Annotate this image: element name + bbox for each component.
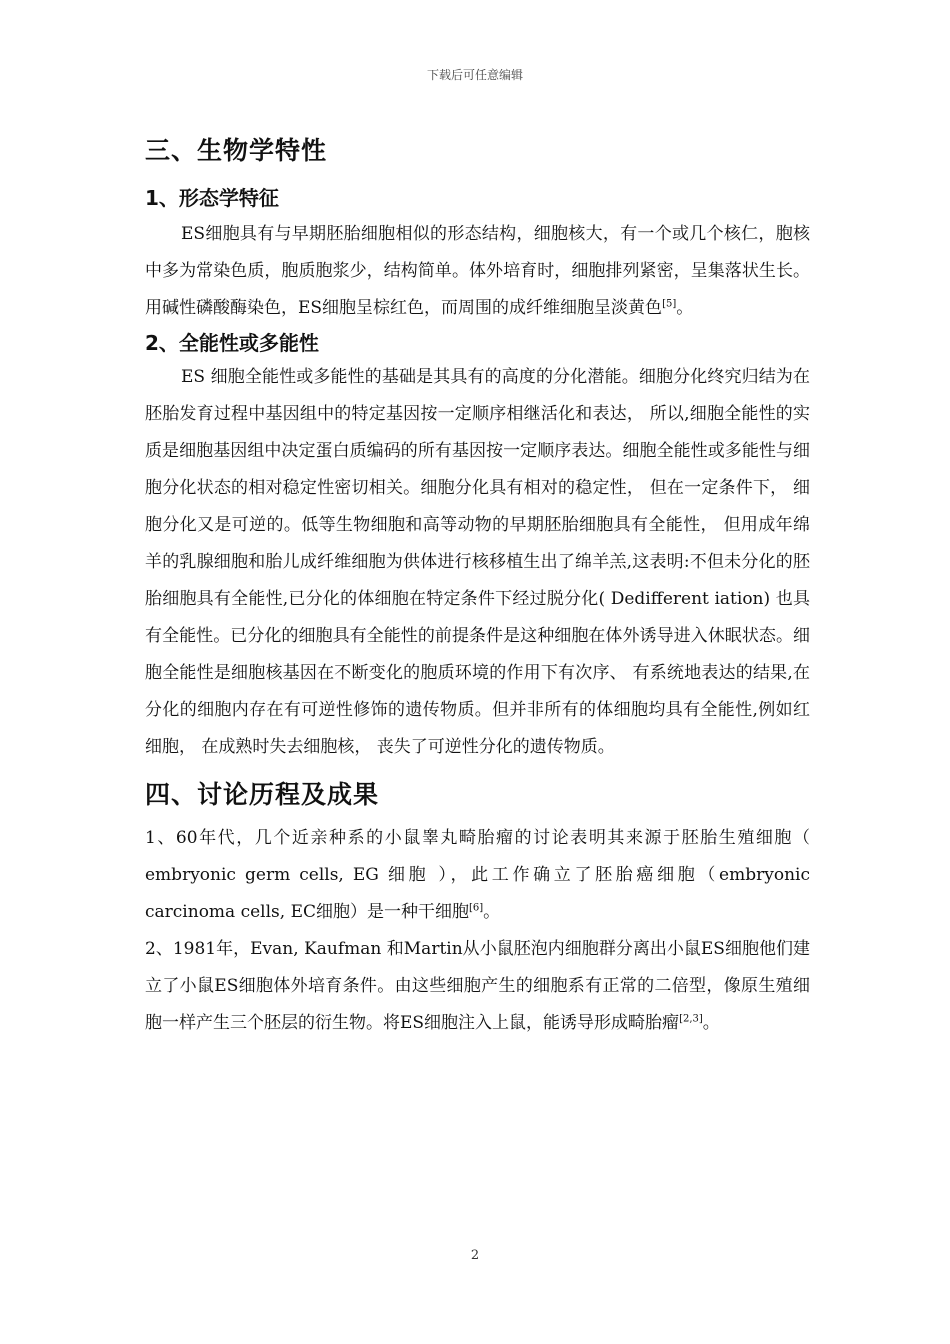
citation-ref: [5] — [662, 298, 677, 310]
page-number: 2 — [470, 1248, 480, 1263]
paragraph-end: 。 — [702, 1013, 720, 1033]
page-content — [145, 130, 810, 1042]
section-3-heading: 三、生物学特性 — [145, 136, 328, 165]
paragraph-history-2-text: 2、1981年，Evan, Kaufman 和Martin从小鼠胚泡内细胞群分离出小鼠ES细胞他们建立了小鼠ES细胞体外培育条件。由这些细胞产生的细胞系有正常的二倍型，像原生殖细胞一样产生三个胚层的衍生物。将ES细胞注入上鼠，能诱导形成畸胎瘤 — [145, 939, 810, 1033]
paragraph-history-2 — [145, 931, 810, 1042]
subsection-3-1-heading: 1、形态学特征 — [145, 186, 279, 210]
section-4-heading: 四、讨论历程及成果 — [145, 780, 380, 809]
paragraph-morphology-text: ES细胞具有与早期胚胎细胞相似的形态结构，细胞核大，有一个或几个核仁，胞核中多为常染色质，胞质胞浆少，结构简单。体外培育时，细胞排列紧密，呈集落状生长。用碱性磷酸酶染色，ES细胞呈棕红色，而周围的成纤维细胞呈淡黄色 — [145, 224, 810, 318]
paragraph-history-1-text: 1、60年代，几个近亲种系的小鼠睾丸畸胎瘤的讨论表明其来源于胚胎生殖细胞（ embryonic germ cells, EG 细胞 ），此工作确立了胚胎癌细胞（embryonic carcinoma cells, EC细胞）是一种干细胞 — [145, 828, 810, 922]
page-header: 下载后可任意编辑 — [426, 68, 523, 82]
subsection-3-2-heading: 2、全能性或多能性 — [145, 331, 319, 355]
paragraph-totipotency: ES 细胞全能性或多能性的基础是其具有的高度的分化潜能。细胞分化终究归结为在胚胎发育过程中基因组中的特定基因按一定顺序相继活化和表达， 所以,细胞全能性的实质是细胞基因组中决定蛋白质编码的所有基因按一定顺序表达。细胞全能性或多能性与细胞分化状态的相对稳定性密切相关。细胞分化具有相对的稳定性， 但在一定条件下， 细胞分化又是可逆的。低等生物细胞和高等动物的早期胚胎细胞具有全能性， 但用成年绵羊的乳腺细胞和胎儿成纤维细胞为供体进行核移植生出了绵羊羔,这表明:不但未分化的胚胎细胞具有全能性,已分化的体细胞在特定条件下经过脱分化( Dedifferent iation) 也具有全能性。已分化的细胞具有全能性的前提条件是这种细胞在体外诱导进入休眠状态。细胞全能性是细胞核基因在不断变化的胞质环境的作用下有次序、 有系统地表达的结果,在分化的细胞内存在有可逆性修饰的遗传物质。但并非所有的体细胞均具有全能性,例如红细胞， 在成熟时失去细胞核， 丧失了可逆性分化的遗传物质。 — [145, 367, 810, 757]
citation-ref: [6] — [469, 902, 484, 914]
paragraph-morphology — [145, 216, 810, 327]
paragraph-history-1 — [145, 820, 810, 931]
citation-ref: [2,3] — [679, 1013, 703, 1025]
paragraph-end: 。 — [483, 902, 501, 922]
paragraph-end: 。 — [676, 298, 694, 318]
